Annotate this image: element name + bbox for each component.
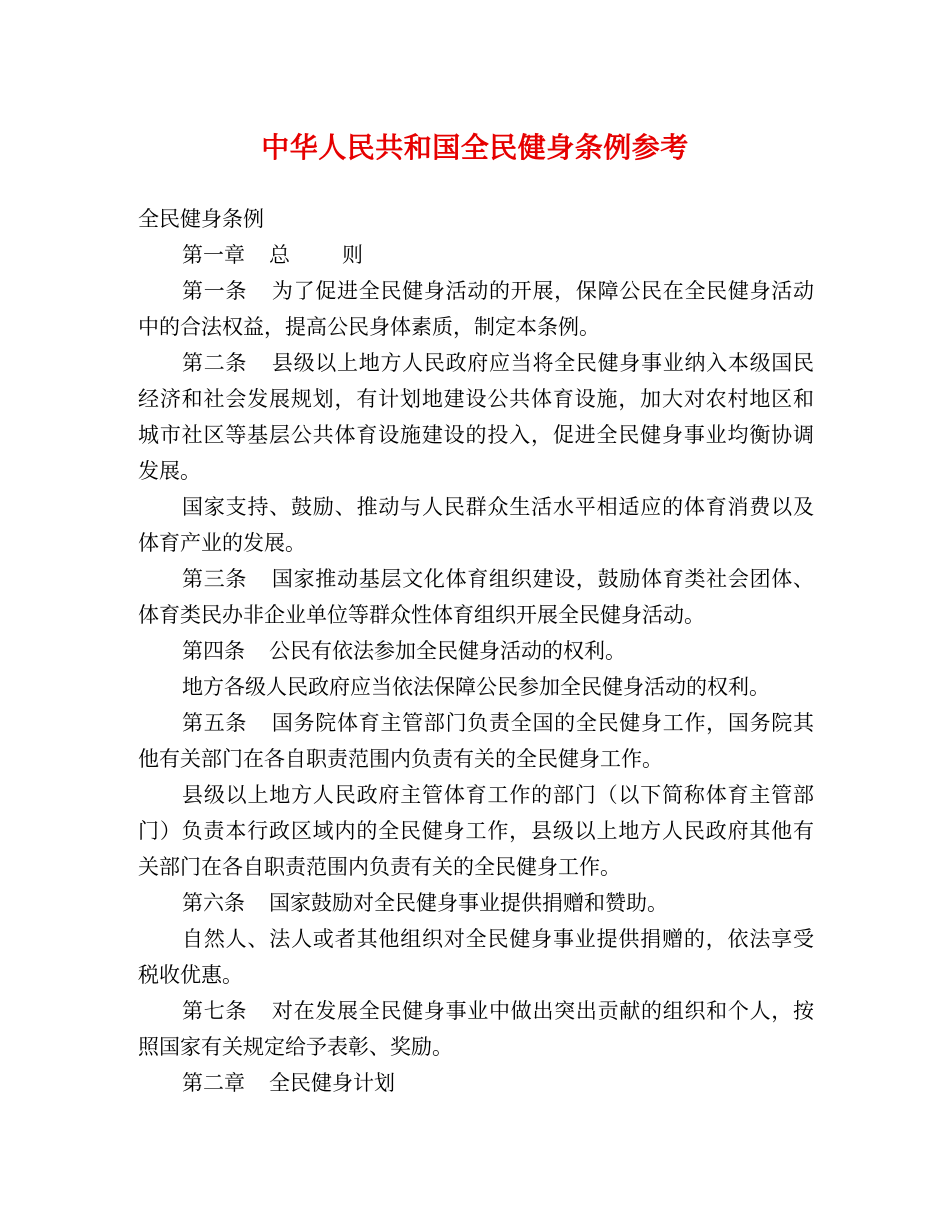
article-2-line-2: 经济和社会发展规划，有计划地建设公共体育设施，加大对农村地区和: [138, 387, 814, 411]
article-2-para-2-line-1: 国家支持、鼓励、推动与人民群众生活水平相适应的体育消费以及: [182, 495, 814, 519]
article-5-label: 第五条: [182, 711, 248, 735]
article-2-line-4: 发展。: [138, 459, 201, 483]
chapter-1-name-b: 则: [342, 243, 363, 267]
article-7-label: 第七条: [182, 999, 248, 1023]
chapter-2-label: 第二章: [182, 1071, 245, 1095]
article-6-para-2-line-1: 自然人、法人或者其他组织对全民健身事业提供捐赠的，依法享受: [182, 927, 814, 951]
article-6-para-2-line-2: 税收优惠。: [138, 963, 243, 987]
chapter-1-heading: [138, 237, 814, 273]
article-4-label: 第四条: [182, 639, 245, 663]
article-1-text-1: 为了促进全民健身活动的开展，保障公民在全民健身活动: [271, 279, 815, 303]
article-5-line-1: [138, 705, 814, 741]
article-6-text-1: 国家鼓励对全民健身事业提供捐赠和赞助。: [269, 891, 668, 915]
article-2-para-2-line-2: 体育产业的发展。: [138, 531, 306, 555]
article-5-para-2-line-2: 门）负责本行政区域内的全民健身工作，县级以上地方人民政府其他有: [138, 819, 814, 843]
document-title: 中华人民共和国全民健身条例参考: [261, 131, 689, 164]
doc-heading: 全民健身条例: [138, 207, 264, 231]
article-2-line-1: [138, 345, 814, 381]
article-3-line-1: [138, 561, 814, 597]
article-1-label: 第一条: [182, 279, 248, 303]
article-5-text-1: 国务院体育主管部门负责全国的全民健身工作，国务院其: [271, 711, 815, 735]
article-5-para-2-line-3: 关部门在各自职责范围内负责有关的全民健身工作。: [138, 855, 621, 879]
article-3-text-1: 国家推动基层文化体育组织建设，鼓励体育类社会团体、: [271, 567, 815, 591]
article-3-line-2: 体育类民办非企业单位等群众性体育组织开展全民健身活动。: [138, 603, 705, 627]
article-2-text-1: 县级以上地方人民政府应当将全民健身事业纳入本级国民: [271, 351, 815, 375]
chapter-1-name-a: 总: [269, 243, 290, 267]
article-1-line-2: 中的合法权益，提高公民身体素质，制定本条例。: [138, 315, 600, 339]
article-3-label: 第三条: [182, 567, 248, 591]
article-5-para-2-line-1: 县级以上地方人民政府主管体育工作的部门（以下简称体育主管部: [182, 783, 814, 807]
article-4-line-1: [138, 633, 814, 669]
chapter-2-heading: [138, 1065, 814, 1101]
document-body: [138, 201, 814, 1101]
article-1-line-1: [138, 273, 814, 309]
article-2-label: 第二条: [182, 351, 248, 375]
article-7-line-1: [138, 993, 814, 1029]
chapter-2-name: 全民健身计划: [269, 1071, 395, 1095]
article-6-label: 第六条: [182, 891, 245, 915]
article-2-line-3: 城市社区等基层公共体育设施建设的投入，促进全民健身事业均衡协调: [138, 423, 814, 447]
article-5-line-2: 他有关部门在各自职责范围内负责有关的全民健身工作。: [138, 747, 663, 771]
article-7-line-2: 照国家有关规定给予表彰、奖励。: [138, 1035, 453, 1059]
article-7-text-1: 对在发展全民健身事业中做出突出贡献的组织和个人，按: [271, 999, 815, 1023]
chapter-1-label: 第一章: [182, 243, 245, 267]
article-4-para-2-line-1: 地方各级人民政府应当依法保障公民参加全民健身活动的权利。: [182, 675, 770, 699]
article-6-line-1: [138, 885, 814, 921]
article-4-text-1: 公民有依法参加全民健身活动的权利。: [269, 639, 626, 663]
